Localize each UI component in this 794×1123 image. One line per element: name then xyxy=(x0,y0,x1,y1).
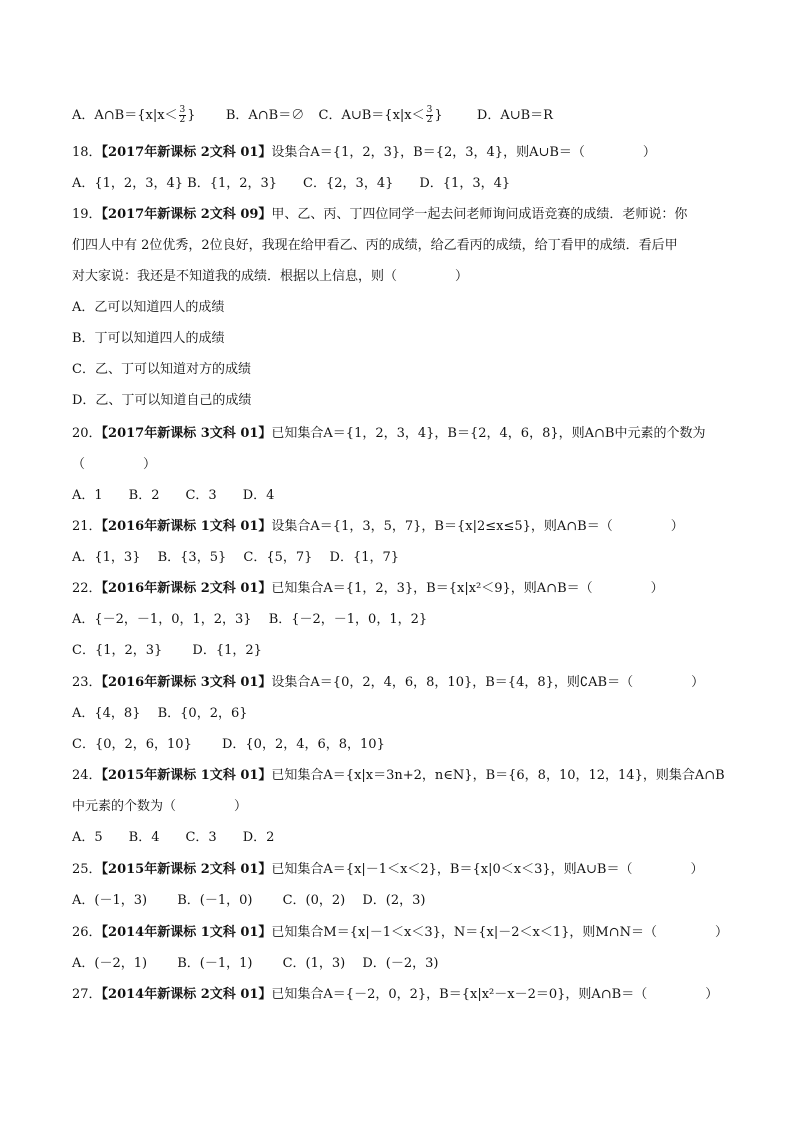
question-source: 【2017年新课标 2文科 01】 xyxy=(101,145,272,160)
fraction-three-halves: $\frac{3}{2}$ xyxy=(179,105,186,125)
question-source: 【2014年新课标 1文科 01】 xyxy=(101,925,272,940)
question-22: 22．【2016年新课标 2文科 01】已知集合A＝{1，2，3}，B＝{x|x²＜9}，则A∩B＝（ ） xyxy=(72,581,664,596)
fraction-three-halves-2: $\frac{3}{2}$ xyxy=(426,105,433,125)
question-18: 18．【2017年新课标 2文科 01】设集合A＝{1，2，3}，B＝{2，3，4}，则A∪B＝（ ） xyxy=(72,145,656,160)
question-23-options-line-2: C．{0，2，6，10} D．{0，2，4，6，8，10} xyxy=(72,737,385,752)
q17-option-c: C．A∪B＝{x|x＜ xyxy=(318,108,425,123)
question-20: 20．【2017年新课标 3文科 01】已知集合A＝{1，2，3，4}，B＝{2，4，6，8}，则A∩B中元素的个数为 xyxy=(72,426,706,441)
question-source: 【2014年新课标 2文科 01】 xyxy=(101,987,272,1002)
question-23-options-line-1: A．{4，8} B．{0，2，6} xyxy=(72,706,248,721)
question-source: 【2015年新课标 1文科 01】 xyxy=(101,768,272,783)
q17-option-b: B．A∩B＝∅ xyxy=(225,108,305,123)
question-19-option-a: A．乙可以知道四人的成绩 xyxy=(72,300,225,315)
question-26: 26．【2014年新课标 1文科 01】已知集合M＝{x|－1＜x＜3}，N＝{x|－2＜x＜1}，则M∩N＝（ ） xyxy=(72,925,728,940)
question-20-line-2: （ ） xyxy=(72,457,157,472)
question-20-options: A．1 B．2 C．3 D．4 xyxy=(72,488,275,503)
question-25-options: A．(－1，3) B．(－1，0) C．(0，2) D．(2，3) xyxy=(72,893,426,908)
question-19-option-d: D．乙、丁可以知道自己的成绩 xyxy=(72,393,252,408)
question-23: 23．【2016年新课标 3文科 01】设集合A＝{0，2，4，6，8，10}，B＝{4，8}，则∁AB＝（ ） xyxy=(72,675,705,690)
question-24-line-2: 中元素的个数为（ ） xyxy=(72,799,248,814)
question-21: 21．【2016年新课标 1文科 01】设集合A＝{1，3，5，7}，B＝{x|2≤x≤5}，则A∩B＝（ ） xyxy=(72,519,684,534)
question-21-options: A．{1，3} B．{3，5} C．{5，7} D．{1，7} xyxy=(72,550,400,565)
question-source: 【2016年新课标 1文科 01】 xyxy=(101,519,272,534)
question-24: 24．【2015年新课标 1文科 01】已知集合A＝{x|x＝3n+2，n∈N}，B＝{6，8，10，12，14}，则集合A∩B xyxy=(72,768,725,783)
question-18-options: A．{1，2，3，4} B．{1，2，3} C．{2，3，4} D．{1，3，4} xyxy=(72,176,511,191)
q17-option-d: D．A∪B＝R xyxy=(476,108,553,123)
question-26-options: A．(－2，1) B．(－1，1) C．(1，3) D．(－2，3) xyxy=(72,956,439,971)
question-19-option-c: C．乙、丁可以知道对方的成绩 xyxy=(72,362,251,377)
q17-option-a-expr: A∩B＝{x|x＜ xyxy=(94,108,178,123)
question-22-options-line-2: C．{1，2，3} D．{1，2} xyxy=(72,643,262,658)
question-source: 【2015年新课标 2文科 01】 xyxy=(101,862,272,877)
question-25: 25．【2015年新课标 2文科 01】已知集合A＝{x|－1＜x＜2}，B＝{x|0＜x＜3}，则A∪B＝（ ） xyxy=(72,862,704,877)
question-19-option-b: B．丁可以知道四人的成绩 xyxy=(72,331,225,346)
question-source: 【2017年新课标 3文科 01】 xyxy=(101,426,272,441)
question-22-options-line-1: A．{－2，－1，0，1，2，3} B．{－2，－1，0，1，2} xyxy=(72,612,428,627)
question-19-line-2: 们四人中有 2位优秀，2位良好，我现在给甲看乙、丙的成绩，给乙看丙的成绩，给丁看甲的成绩．看后甲 xyxy=(72,238,678,253)
question-19-line-3: 对大家说：我还是不知道我的成绩．根据以上信息，则（ ） xyxy=(72,269,469,284)
question-27: 27．【2014年新课标 2文科 01】已知集合A＝{－2，0，2}，B＝{x|x²－x－2＝0}，则A∩B＝（ ） xyxy=(72,987,719,1002)
question-source: 【2016年新课标 2文科 01】 xyxy=(101,581,272,596)
q17-options: A．A∩B＝{x|x＜ $\frac{3}{2}$ } B．A∩B＝∅ C．A∪B＝{x|x＜ $\frac{3}{2}$ } D．A∪B＝R xyxy=(72,105,553,125)
question-source: 【2017年新课标 2文科 09】 xyxy=(101,207,272,222)
question-source: 【2016年新课标 3文科 01】 xyxy=(101,675,272,690)
q17-option-a-prefix: A． xyxy=(72,108,95,123)
question-19: 19．【2017年新课标 2文科 09】甲、乙、丙、丁四位同学一起去问老师询问成语竞赛的成绩．老师说：你 xyxy=(72,207,688,222)
question-24-options: A．5 B．4 C．3 D．2 xyxy=(72,830,275,845)
